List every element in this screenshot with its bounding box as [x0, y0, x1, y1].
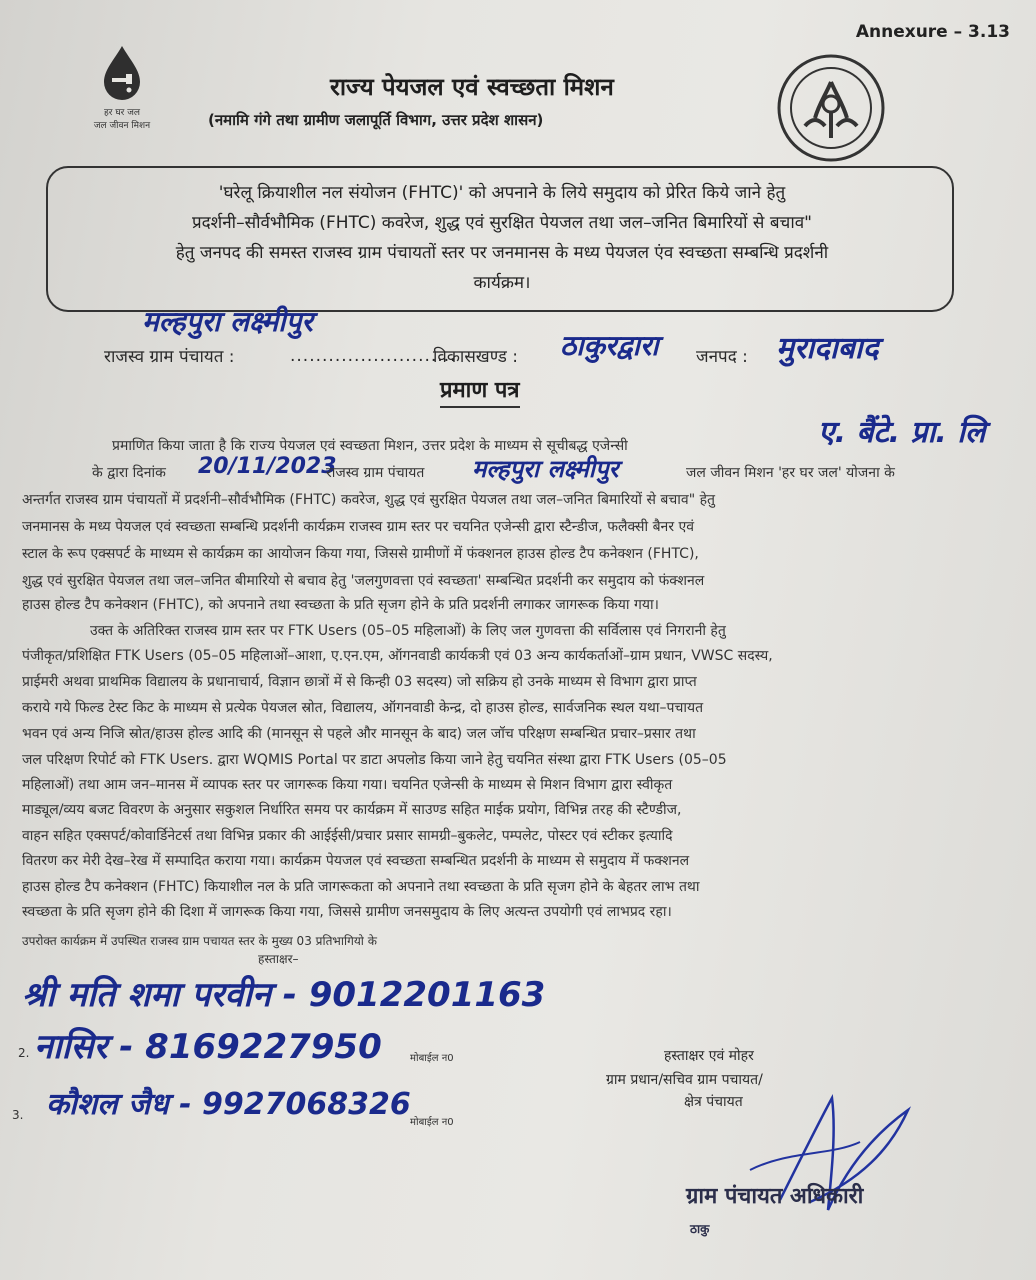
body-line: महिलाओं) तथा आम जन–मानस में व्यापक स्तर पर जागरूक किया गया। चयनित एजेन्सी के माध्यम से मिशन विभाग द्वारा स्वीकृत — [22, 777, 673, 793]
har-ghar-jal-logo — [72, 42, 172, 132]
body-line: हाउस होल्ड टैप कनेक्शन (FHTC) कियाशील नल के प्रति जागरूकता को अपनाने तथा स्वच्छता के प्रति सृजग होने के बेहतर लाभ तथा — [22, 879, 700, 895]
page-subtitle: (नमामि गंगे तथा ग्रामीण जलापूर्ति विभाग, उत्तर प्रदेश शासन) — [208, 111, 544, 129]
body-line: जल परिक्षण रिपोर्ट को FTK Users. द्वारा WQMIS Portal पर डाटा अपलोड किया जाने हेतु चयनित संस्था द्वारा FTK Users (05–05 — [22, 752, 727, 768]
certificate-heading: प्रमाण पत्र — [440, 374, 520, 408]
body-line: राजस्व ग्राम पंचायत — [326, 465, 425, 481]
body-line: माड्यूल/व्यय बजट विवरण के अनुसार सकुशल निर्धारित समय पर कार्यक्रम में साउण्ड सहित माईक प्रयोग, विभिन्न तरह की स्टैण्डीज, — [22, 802, 682, 818]
body-line: के द्वारा दिनांक — [92, 465, 166, 481]
participant-1-handwritten: श्री मति शमा परवीन - 9012201163 — [22, 975, 546, 1015]
water-drop-icon — [92, 42, 152, 102]
signature-label: हस्ताक्षर– — [258, 952, 299, 966]
panchayat-label: राजस्व ग्राम पंचायत : — [104, 347, 235, 367]
block-handwritten: ठाकुरद्वारा — [560, 329, 659, 362]
participant-2-mobile-label: मोबाईल न0 — [410, 1053, 454, 1064]
program-description-box — [46, 166, 954, 312]
body-line: उक्त के अतिरिक्त राजस्व ग्राम स्तर पर FTK Users (05–05 महिलाओं) के लिए जल गुणवत्ता की सर्विलास एवं निगरानी हेतु — [90, 623, 726, 639]
body-line: हाउस होल्ड टैप कनेक्शन (FHTC), को अपनाने तथा स्वच्छता के प्रति सृजग होने के प्रति प्रदर्शनी लगाकर जागरूक किया गया। — [22, 597, 659, 613]
participant-3-handwritten: कौशल जैध - 9927068326 — [46, 1087, 411, 1122]
participant-2-handwritten: नासिर - 8169227950 — [34, 1027, 382, 1067]
program-line: हेतु जनपद की समस्त राजस्व ग्राम पंचायतों स्तर पर जनमानस के मध्य पेयजल एंव स्वच्छता सम्बन्धि प्रदर्शनी — [175, 243, 829, 263]
body-line: अन्तर्गत राजस्व ग्राम पंचायतों में प्रदर्शनी–सौर्वभौमिक (FHTC) कवरेज, शुद्ध एवं सुरक्षित पेयजल तथा जल–जनित बिमारियों से बचाव" हेतु — [22, 492, 715, 508]
body-line: प्रमाणित किया जाता है कि राज्य पेयजल एवं स्वच्छता मिशन, उत्तर प्रदेश के माध्यम से सूचीबद्ध एजेन्सी — [112, 438, 628, 454]
agency-handwritten: ए. बैंटे. प्रा. लि — [818, 415, 986, 450]
body-line: पंजीकृत/प्रशिक्षित FTK Users (05–05 महिलाओं–आशा, ए.एन.एम, ऑगनवाडी कार्यकत्री एवं 03 अन्य कार्यकर्ताओं–ग्राम प्रधान, VWSC सदस्य, — [22, 648, 773, 664]
body-line: भवन एवं अन्य निजि स्रोत/हाउस होल्ड आदि की (मानसून से पहले और मानसून के बाद) जल जॉच परिक्षण सम्बन्धित प्रचार–प्रसार तथा — [22, 726, 696, 742]
body-line: वाहन सहित एक्सपर्ट/कोवार्डिनेटर्स तथा विभिन्न प्रकार की आईईसी/प्रचार प्रसार सामग्री–बुकलेट, पम्पलेट, पोस्टर एवं स्टीकर इत्यादि — [22, 828, 673, 844]
sign-panchayat-label: क्षेत्र पंचायत — [684, 1094, 743, 1110]
participant-2-number: 2. — [18, 1046, 30, 1060]
block-label: विकासखण्ड : — [433, 347, 519, 367]
up-government-seal-icon — [775, 52, 887, 164]
sign-seal-label: हस्ताक्षर एवं मोहर — [664, 1048, 754, 1064]
logo-tagline: हर घर जल — [104, 108, 140, 118]
body-line: शुद्ध एवं सुरक्षित पेयजल तथा जल–जनित बीमारियो से बचाव हेतु 'जलगुणवत्ता एवं स्वच्छता' सम्बन्धित प्रदर्शनी कर समुदाय को फंक्शनल — [22, 573, 705, 589]
logo-tagline-sub: जल जीवन मिशन — [93, 121, 151, 131]
body-line: उपरोक्त कार्यक्रम में उपस्थित राजस्व ग्राम पचायत स्तर के मुख्य 03 प्रतिभागियो के — [22, 934, 377, 948]
district-label: जनपद : — [696, 347, 748, 367]
body-line: जनमानस के मध्य पेयजल एवं स्वच्छता सम्बन्धि प्रदर्शनी कार्यक्रम राजस्व ग्राम स्तर पर चयनित एजेन्सी द्वारा स्टैन्डीज, फलैक्सी बैनर एवं — [22, 519, 695, 535]
body-line: वितरण कर मेरी देख–रेख में सम्पादित कराया गया। कार्यक्रम पेयजल एवं स्वच्छता सम्बन्धित प्रदर्शनी के माध्यम से समुदाय में फक्शनल — [22, 853, 690, 869]
panchayat-handwritten-2: मल्हपुरा लक्ष्मीपुर — [472, 455, 619, 483]
program-line: प्रदर्शनी–सौर्वभौमिक (FHTC) कवरेज, शुद्ध एवं सुरक्षित पेयजल तथा जल–जनित बिमारियों से बचाव" — [191, 213, 812, 233]
page-title: राज्य पेयजल एवं स्वच्छता मिशन — [330, 73, 614, 101]
panchayat-dotted-line: .......................... — [290, 346, 457, 366]
sign-role-label: ग्राम प्रधान/सचिव ग्राम पचायत/ — [606, 1072, 763, 1088]
body-line: प्राईमरी अथवा प्राथमिक विद्यालय के प्रधानाचार्य, विज्ञान छात्रों में से किन्ही 03 सदस्य) जो सक्रिय हो उनके माध्यम से विभाग द्वारा प्राप्त — [22, 674, 697, 690]
body-line: स्वच्छता के प्रति सृजग होने की दिशा में जागरूक किया गया, जिससे ग्रामीण जनसमुदाय के लिए अत्यन्त उपयोगी एवं लाभप्रद रहा। — [22, 904, 672, 920]
participant-3-mobile-label: मोबाईल न0 — [410, 1117, 454, 1128]
district-handwritten: मुरादाबाद — [776, 331, 879, 366]
officer-stamp-sub: ठाकु — [690, 1222, 710, 1236]
body-line: स्टाल के रूप एक्सपर्ट के माध्यम से कार्यक्रम का आयोजन किया गया, जिससे ग्रामीणों में फंक्शनल हाउस होल्ड टैप कनेक्शन (FHTC), — [22, 546, 699, 562]
body-line: कराये गये फिल्ड टेस्ट किट के माध्यम से प्रत्येक पेयजल स्रोत, विद्यालय, ऑगनवाडी केन्द्र, दो हाउस होल्ड, सार्वजनिक स्थल यथा–पचायत — [22, 700, 704, 716]
program-line: कार्यक्रम। — [473, 273, 531, 293]
program-line: 'घरेलू क्रियाशील नल संयोजन (FHTC)' को अपनाने के लिये समुदाय को प्रेरित किये जाने हेतु — [218, 183, 786, 203]
date-handwritten: 20/11/2023 — [198, 454, 337, 479]
annexure-label: Annexure – 3.13 — [855, 22, 1010, 42]
body-line: जल जीवन मिशन 'हर घर जल' योजना के — [686, 465, 895, 481]
officer-stamp: ग्राम पंचायत अधिकारी — [686, 1184, 864, 1209]
participant-3-number: 3. — [12, 1108, 24, 1122]
panchayat-handwritten: मल्हपुरा लक्ष्मीपुर — [142, 305, 313, 338]
